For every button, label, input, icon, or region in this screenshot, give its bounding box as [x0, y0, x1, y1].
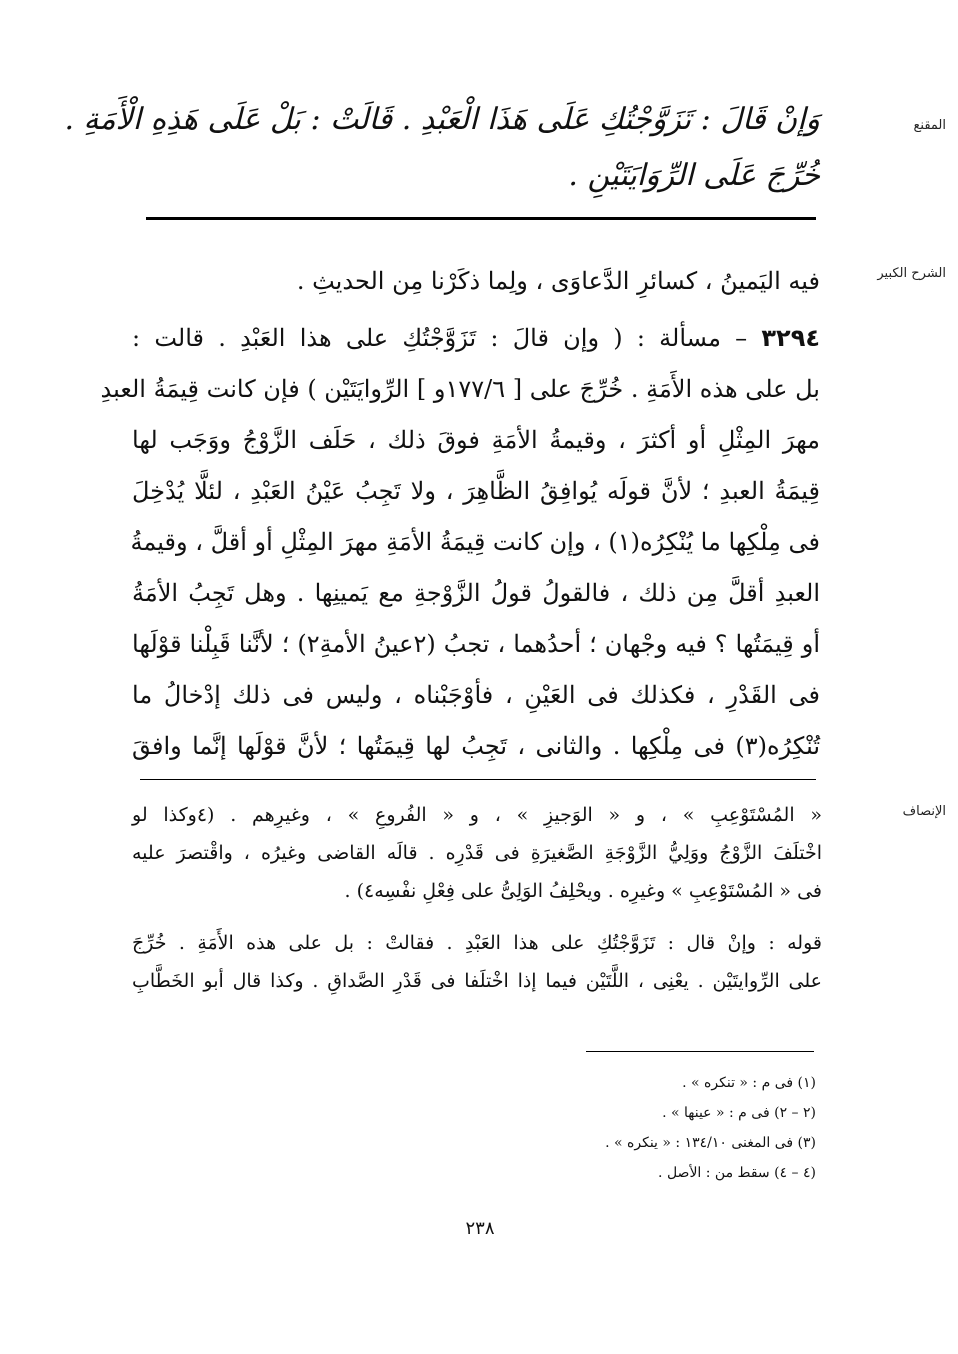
insaf-line: فى « المُسْتَوْعِبِ » وغيرِه . ويحْلِفُ الوَلِىُّ على فِعْلِ نفْسِه٤) .	[344, 880, 822, 902]
insaf-line: قوله : وإنْ قال : تَزَوَّجْتُكِ على هذا العَبْدِ . فقالتْ : بل على هذه الأَمَةِ . خُرِّجَ	[132, 932, 822, 954]
muqni-text	[64, 92, 820, 204]
sharh-text	[100, 256, 821, 772]
insaf-line: على الرِّوايتَيْن . يعْنِى ، اللَّتَيْن فيما إذا اخْتلَفا فى قَدْرِ الصَّداقِ . وكذا قال أبو الخَطَّابِ	[132, 970, 822, 992]
sharh-line: فى القَدْرِ ، فكذلك فى العَيْنِ ، فأوْجَبْناه ، وليس فى ذلك إدْخالُ ما	[132, 681, 820, 709]
muqni-line: خُرِّجَ عَلَى الرِّوَايَتَيْنِ .	[568, 158, 820, 193]
footnote: (٣) فى المغنى ١٣٤/١٠ : « ينكره » .	[605, 1135, 816, 1151]
sharh-line: العبدِ أقلَّ مِن ذلك ، فالقولُ قولُ الزَّوْجةِ مع يَمينِها . وهل تَجِبُ الأمَةُ	[132, 579, 820, 607]
sharh-line: أو قِيمَتُها ؟ فيه وجْهان ؛ أحدُهما ، تجبُ (٢عينُ الأمةِ٢) ؛ لأنَّنا قَبِلْنا قوْلَها	[132, 630, 821, 658]
sharh-intro: فيه اليَمينُ ، كسائرِ الدَّعاوَى ، ولِما ذكَرْنا مِن الحديثِ .	[296, 267, 820, 295]
sharh-line: تُنْكِرُه(٣) فى مِلْكِها . والثانى ، تَجِبُ لها قِيمَتُها ؛ لأنَّ قوْلَها إنَّما وافقَ	[132, 732, 820, 760]
footnote-divider	[586, 1051, 814, 1052]
footnote: (١) فى م : « تنكره » .	[682, 1075, 816, 1091]
issue-first-line: – مسألة : ( وإن قالَ : تَزَوَّجْتُكِ على هذا العَبْدِ . قالت :	[132, 324, 748, 352]
sharh-line: فى مِلْكِها ما يُنْكِرُه(١) ، وإن كانت قِيمَةُ الأمَةِ مهرَ المِثْلِ أو أقلَّ ، وقيمةُ	[130, 528, 820, 556]
footnote: (٤ – ٤) سقط من : الأصل .	[658, 1165, 816, 1181]
insaf-line: اخْتلَفَ الزَّوْجُ ووَلِيُّ الزَّوْجَةِ الصَّغيرَةِ فى قَدْرِه . قالَه القاضى وغيرُه ، واقْتصرَ عليه	[132, 842, 822, 864]
issue-heading	[132, 313, 820, 364]
side-label-insaf: الإنصاف	[902, 804, 946, 819]
muqni-line: وَإنْ قَالَ : تَزَوَّجْتُكِ عَلَى هَذَا الْعَبْدِ . قَالَتْ : بَلْ عَلَى هَذِهِ الْأَمَةِ .	[64, 102, 820, 137]
footnote: (٢ – ٢) فى م : « عينها » .	[662, 1105, 816, 1121]
side-label-sharh: الشرح الكبير	[877, 266, 946, 281]
sharh-line: قِيمَةُ العبدِ ؛ لأنَّ قولَه يُوافِقُ الظَّاهِرَ ، ولا تَجِبُ عَيْنُ العَبْدِ ، لئلَّا يُدْخِلَ	[132, 477, 820, 505]
section-divider	[146, 217, 816, 220]
sharh-line: بل على هذه الأَمَةِ . خُرِّجَ على [ ١٧٧/٦و ] الرِّوايَتَيْن ) فإن كانت قِيمَةُ العبدِ	[100, 375, 820, 403]
page-number: ٢٣٨	[465, 1218, 495, 1239]
section-divider	[140, 779, 816, 780]
sharh-line: مهرَ المِثْلِ أو أكثرَ ، وقيمةُ الأمَةِ فوقَ ذلك ، حَلَف الزَّوْجُ ووَجَب لها	[132, 426, 820, 454]
side-label-muqni: المقنع	[913, 118, 946, 133]
footnotes	[420, 1068, 816, 1188]
insaf-line: « المُسْتَوْعِبِ » ، و « الوَجيزِ » ، و « الفُروعِ » ، وغيرِهم . (٤وكذا لو	[132, 804, 822, 826]
insaf-text	[132, 796, 822, 1000]
issue-number: ٣٢٩٤	[761, 324, 820, 352]
